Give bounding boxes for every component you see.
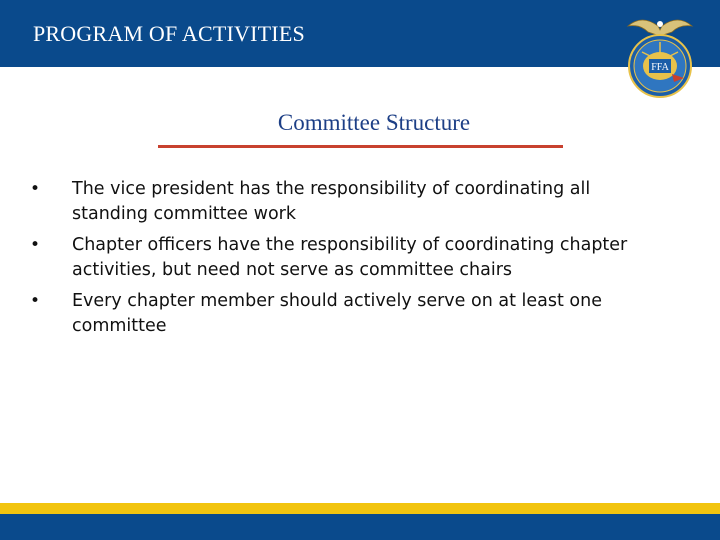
section-subtitle: Committee Structure <box>277 110 471 135</box>
bullet-icon: • <box>30 179 41 199</box>
bullet-text: Chapter officers have the responsibility of coordinating chapter activities, but need not serve as committee chairs <box>72 235 628 280</box>
bullet-icon: • <box>30 235 41 255</box>
bullet-text: Every chapter member should actively serve on at least one committee <box>72 291 602 336</box>
bullet-text: The vice president has the responsibility of coordinating all standing committee work <box>72 179 591 224</box>
bullet-list <box>30 177 630 345</box>
footer-blue-bar <box>0 514 720 540</box>
svg-text:FFA: FFA <box>651 62 669 73</box>
footer-gold-bar <box>0 503 720 514</box>
list-item <box>30 289 630 339</box>
page-title: PROGRAM OF ACTIVITIES <box>33 21 305 46</box>
subtitle-divider <box>158 145 563 148</box>
ffa-emblem-icon <box>624 12 696 102</box>
bullet-icon: • <box>30 291 41 311</box>
list-item <box>30 177 630 227</box>
list-item <box>30 233 630 283</box>
